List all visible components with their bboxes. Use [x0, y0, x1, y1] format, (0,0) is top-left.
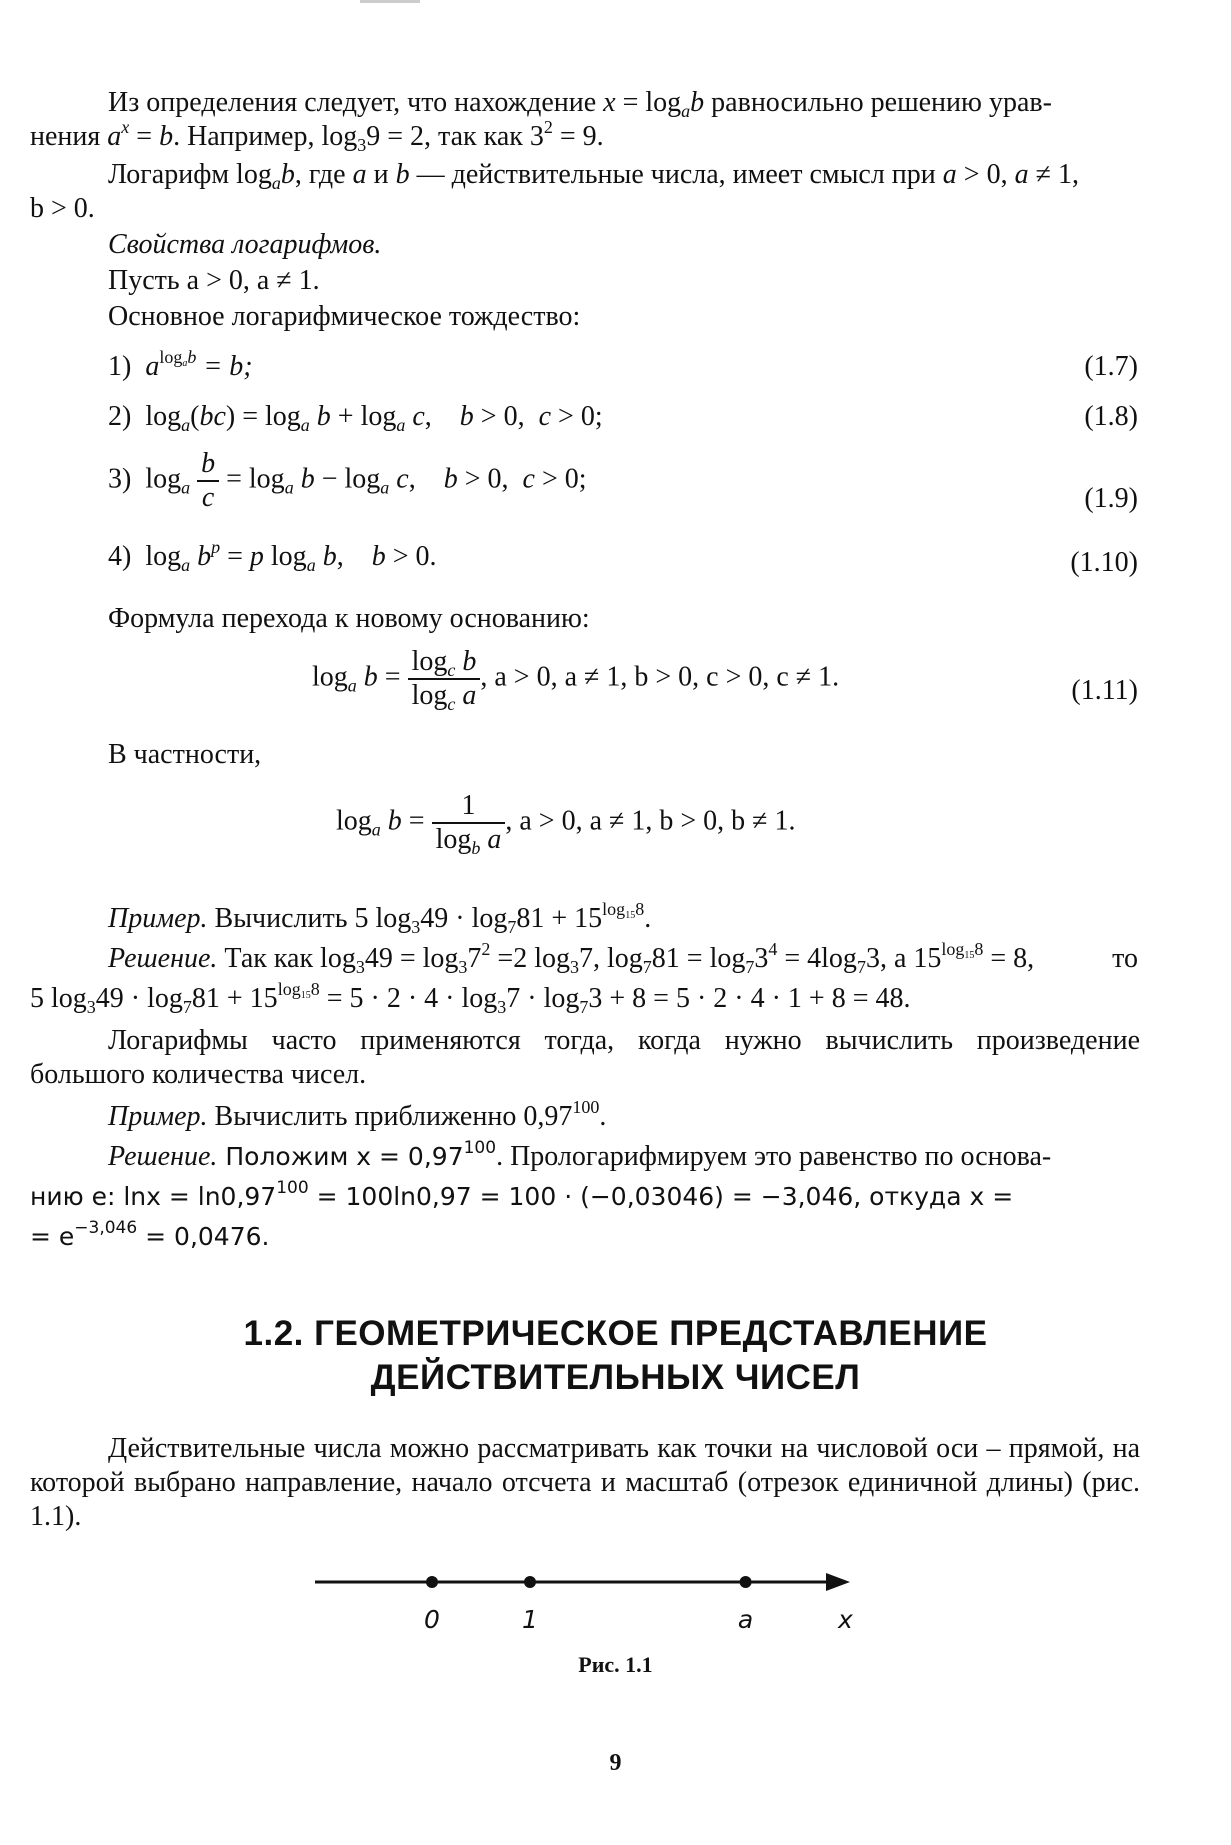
equation-reciprocal: $\log_a b$ = $\frac{1}{\log_b a}$ , a > 0, a ≠ 1, b > 0, b ≠ 1.	[336, 790, 796, 858]
equation-1-10: 4) $\log_a b^p = p$ $\log_a b$, b > 0.	[108, 537, 437, 575]
figure-caption: Рис. 1.1	[578, 1652, 653, 1677]
change-of-base-label: Формула перехода к новому основанию:	[108, 603, 590, 634]
axis-label-one: 1	[522, 1605, 538, 1634]
equation-number-1-8: (1.8)	[1084, 401, 1138, 432]
axis-arrow	[826, 1573, 850, 1591]
axis-label-a: a	[737, 1605, 754, 1634]
axis-point-zero	[426, 1576, 438, 1588]
equation-number-1-7: (1.7)	[1084, 351, 1138, 382]
solution-2-line-2: нию e: $\ln x = \ln 0,97^{100} = 100\ln 0,97 = 100 \cdot (-0,03046) = -3,046$, откуда x =	[30, 1178, 1014, 1211]
equation-number-1-9: (1.9)	[1084, 483, 1138, 514]
example-1: Пример. Вычислить 5 $\log_349 \cdot \log_781 + 15^{log158}$.	[108, 899, 652, 937]
axis-point-a	[740, 1576, 752, 1588]
solution-2-line-1: Решение. Положим $x = 0,97^{100}$. Прологарифмируем это равенство по основа-	[108, 1138, 1052, 1172]
usage-paragraph: Логарифмы часто применяются тогда, когда нужно вычислить произведение большого количества чисел.	[30, 1025, 1140, 1090]
properties-title: Свойства логарифмов.	[108, 229, 382, 260]
section-title-line-1: 1.2. ГЕОМЕТРИЧЕСКОЕ ПРЕДСТАВЛЕНИЕ	[243, 1314, 988, 1353]
top-scan-mark	[360, 0, 420, 3]
intro-line-2: нения $a^x = b$. Например, $\log_39 = 2$, так как $3^2 = 9$.	[30, 117, 604, 155]
definition-line-1: Логарифм $\log_ab$, где a и b — действительные числа, имеет смысл при a > 0, a ≠ 1,	[108, 159, 1079, 193]
number-axis-figure	[0, 1540, 1231, 1650]
solution-1-line-1: Решение. Так как $\log_349 = \log_37^2 =2$ $\log_37$, $\log_781 = \log_73^4 = 4\log_73$, а $15^{log158} = 8$,	[108, 939, 1035, 977]
particular-label: В частности,	[108, 739, 262, 770]
axis-label-x: x	[838, 1605, 853, 1634]
solution-2-line-3: = $e^{-3,046} = 0,0476$.	[30, 1218, 270, 1251]
example-2: Пример. Вычислить приближенно 0,97$^{100}$.	[108, 1097, 607, 1132]
equation-number-1-11: (1.11)	[1071, 675, 1138, 706]
equation-number-1-10: (1.10)	[1070, 547, 1138, 578]
equation-1-11: $\log_a b$ = $\frac{\log_c b}{\log_c a}$ , a > 0, a ≠ 1, b > 0, c > 0, c ≠ 1.	[312, 646, 840, 714]
number-axis-paragraph: Действительные числа можно рассматривать как точки на числовой оси – прямой, на которой выбрано направление, начало отсчета и масштаб (отрезок единичной длины) (рис. 1.1).	[30, 1433, 1140, 1532]
solution-1-line-2: 5 $\log_349 \cdot \log_781 + 15^{log158} = 5 \cdot 2 \cdot 4 \cdot \log_37 \cdot \log_73 + 8 = 5 \cdot 2 \cdot 4 \cdot 1 + 8 = 48$.	[30, 979, 911, 1017]
solution-1-then: то	[1112, 943, 1138, 974]
let-condition: Пусть a > 0, a ≠ 1.	[108, 265, 320, 296]
identity-label: Основное логарифмическое тождество:	[108, 301, 581, 332]
equation-1-8: 2) $\log_a(bc) = \log_a b + \log_a c$, b > 0, c > 0;	[108, 401, 603, 435]
axis-label-zero: 0	[424, 1605, 440, 1634]
equation-1-7: 1) $a^{logab} = b$;	[108, 347, 253, 382]
page-number: 9	[609, 1750, 622, 1776]
section-title-line-2: ДЕЙСТВИТЕЛЬНЫХ ЧИСЕЛ	[370, 1358, 861, 1397]
definition-line-2: b > 0.	[30, 193, 95, 224]
axis-point-one	[524, 1576, 536, 1588]
equation-1-9: 3) $\log_a$ $\frac{b}{c}$ = $\log_a b - \log_a c$, b > 0, c > 0;	[108, 448, 587, 513]
intro-line-1: Из определения следует, что нахождение $x = \log_ab$ равносильно решению урав-	[108, 87, 1052, 121]
